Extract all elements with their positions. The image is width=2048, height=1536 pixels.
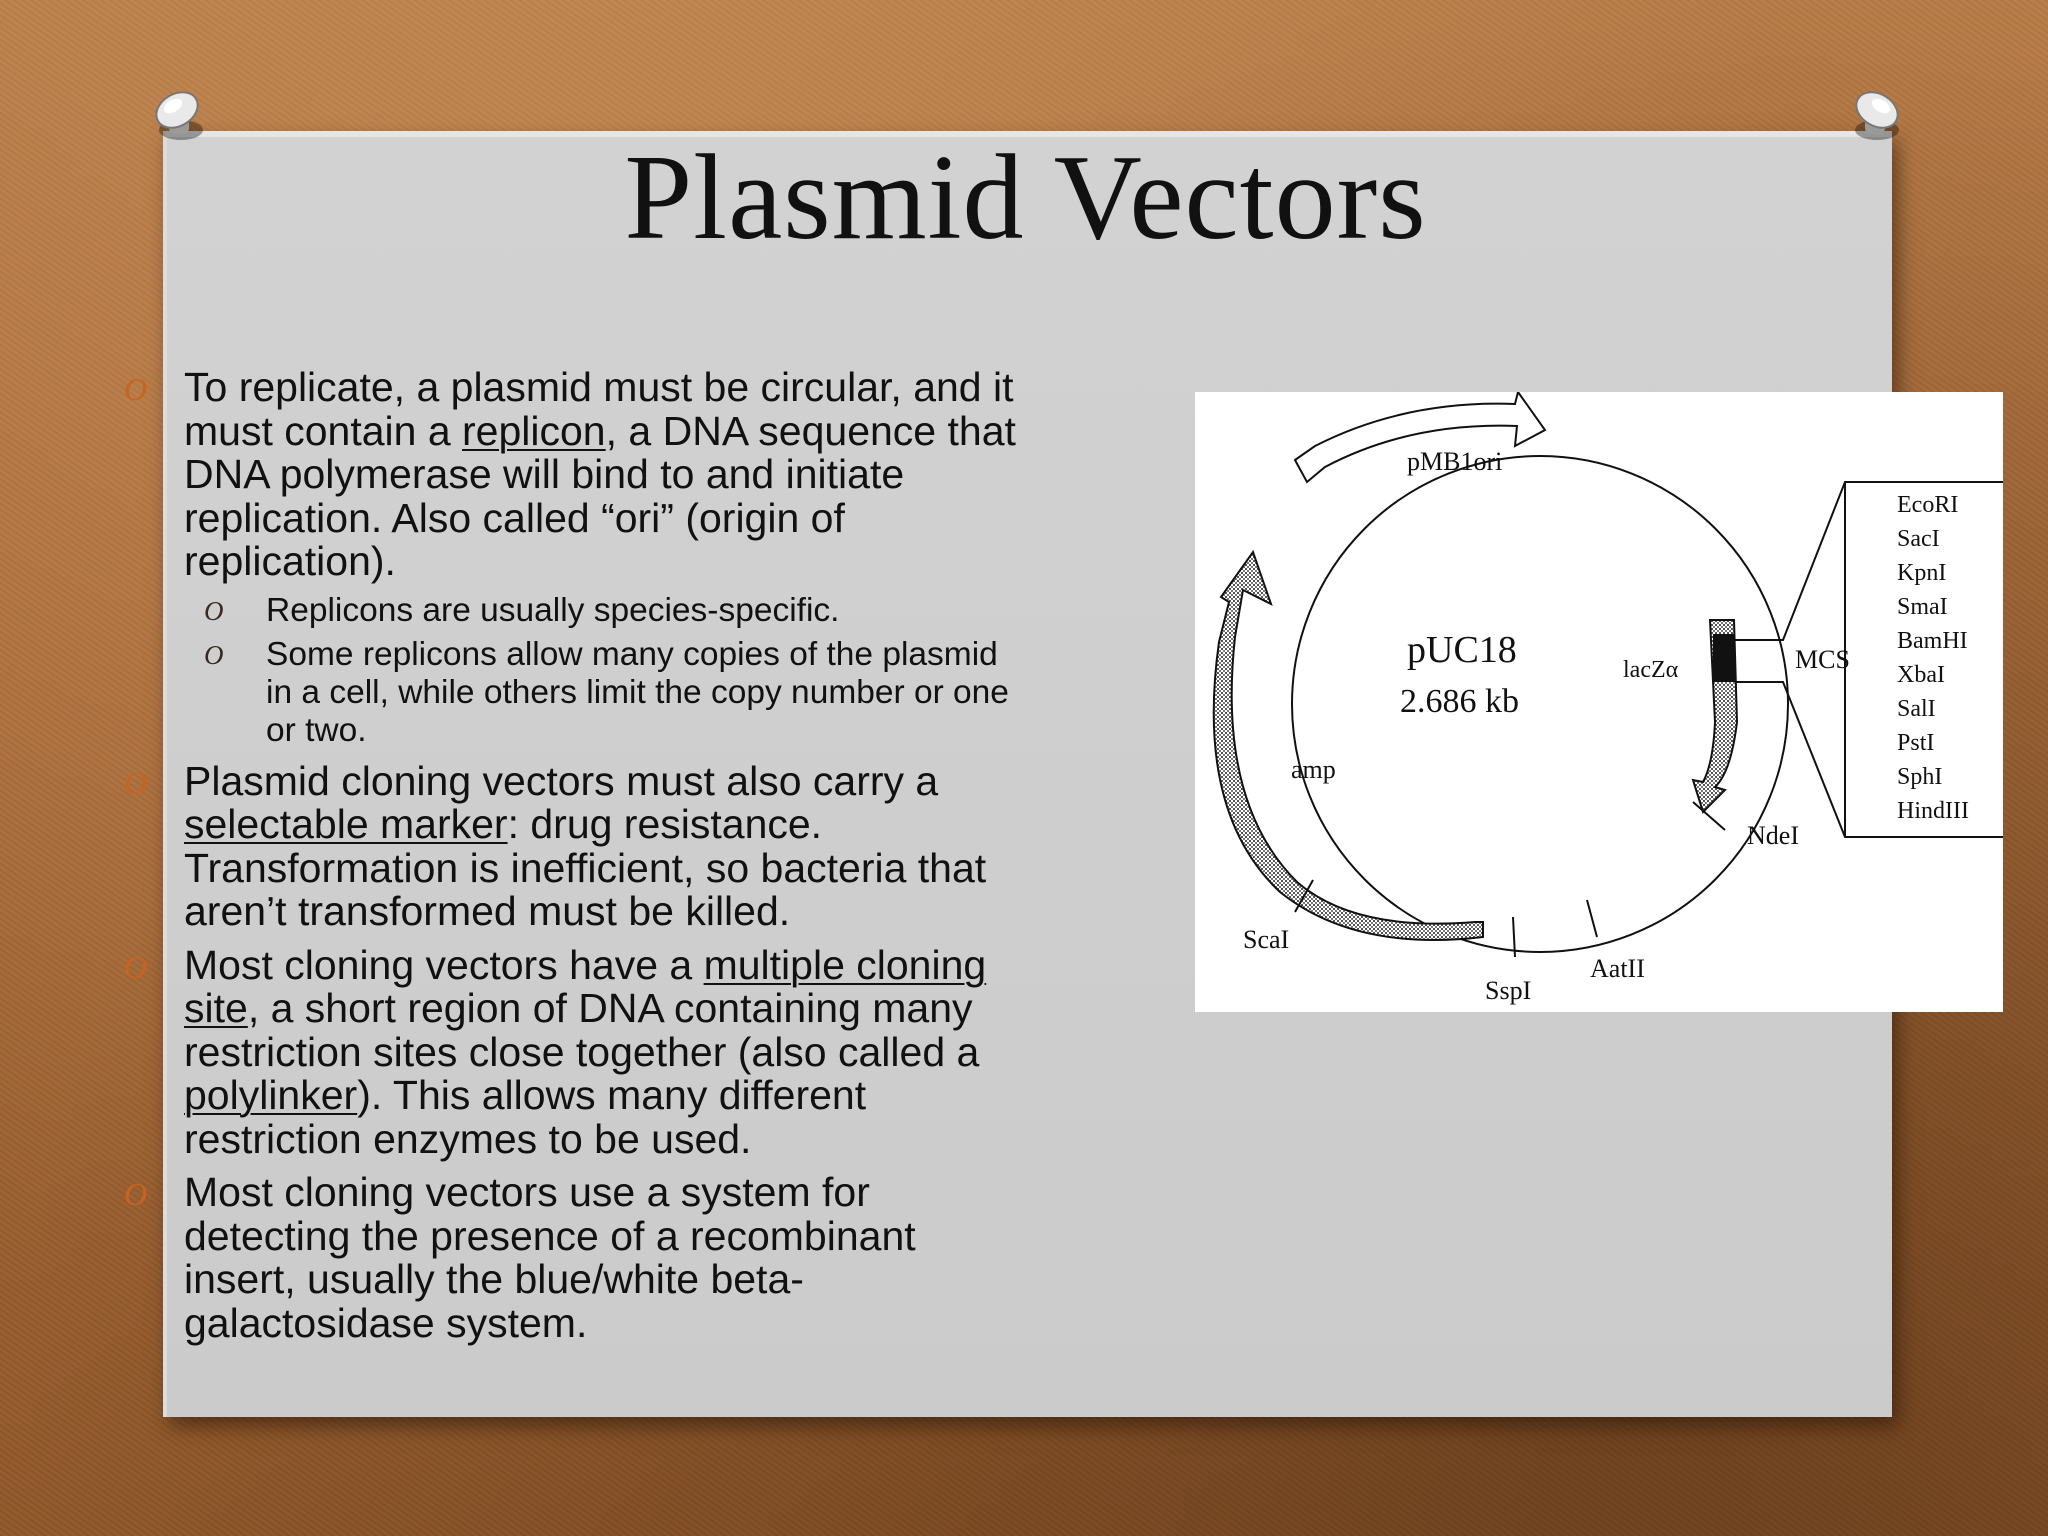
bullet-text: Plasmid cloning vectors must also carry a: [184, 757, 939, 804]
mcs-box: [1713, 634, 1735, 682]
amp-arrow: [1214, 552, 1483, 940]
bullet-mcs: [118, 941, 1018, 1162]
sub-bullet-icon: O: [204, 639, 224, 670]
term-selectable-marker: selectable marker: [184, 801, 508, 847]
bullet-icon: O: [124, 371, 148, 407]
plasmid-map: [1195, 392, 2003, 1012]
bullet-blue-white: [118, 1171, 1018, 1345]
ori-label: pMB1ori: [1407, 447, 1503, 476]
slide-title: Plasmid Vectors: [624, 130, 1427, 265]
mcs-enzyme: XbaI: [1897, 662, 1945, 688]
sub-bullet-text: Some replicons allow many copies of the plasmid in a cell, while others limit the copy number or one or two.: [266, 635, 1009, 749]
bullet-text: Most cloning vectors use a system for detecting the presence of a recombinant insert, usually the blue/white beta-galactosidase system.: [184, 1169, 916, 1346]
plasmid-map-figure: [1195, 392, 2003, 1012]
term-multiple-cloning-site: multiple cloning site: [184, 941, 987, 1031]
site-tick: [1587, 900, 1597, 937]
mcs-enzyme-list: [1897, 492, 1969, 824]
term-polylinker: polylinker: [184, 1072, 358, 1118]
bullet-text: ). This allows many different restriction enzymes to be used.: [184, 1072, 867, 1162]
mcs-enzyme: EcoRI: [1897, 492, 1959, 518]
plasmid-name: pUC18: [1407, 629, 1517, 671]
bullet-icon: O: [124, 948, 148, 985]
sub-bullet-text: Replicons are usually species-specific.: [266, 591, 840, 629]
mcs-enzyme: SmaI: [1897, 594, 1948, 620]
bullet-selectable-marker: [118, 757, 1018, 934]
bullet-text: , a short region of DNA containing many restriction sites close together (also called a: [184, 985, 980, 1075]
mcs-line: [1735, 482, 2003, 640]
mcs-enzyme: SphI: [1897, 764, 1943, 790]
lacz-label: lacZα: [1623, 657, 1679, 683]
site-ndei: NdeI: [1747, 821, 1799, 850]
bullet-text: : drug resistance. Transformation is inefficient, so bacteria that aren’t transformed must be killed.: [184, 801, 987, 934]
term-replicon: replicon: [462, 407, 606, 454]
amp-label: amp: [1291, 755, 1336, 784]
mcs-enzyme: SalI: [1897, 696, 1936, 722]
bullet-text: Most cloning vectors have a: [184, 941, 704, 988]
site-aatii: AatII: [1590, 954, 1645, 983]
sub-bullet-copies: [118, 636, 1018, 750]
mcs-label: MCS: [1795, 645, 1850, 674]
bullet-icon: O: [124, 764, 148, 801]
mcs-enzyme: PstI: [1897, 730, 1935, 756]
mcs-enzyme: BamHI: [1897, 628, 1968, 654]
plasmid-size: 2.686 kb: [1400, 683, 1519, 720]
bullet-text: To replicate, a plasmid must be circular, and it must contain a: [184, 364, 1014, 454]
mcs-enzyme: SacI: [1897, 526, 1940, 552]
site-sspi: SspI: [1485, 976, 1532, 1005]
site-scai: ScaI: [1243, 925, 1290, 954]
mcs-enzyme: KpnI: [1897, 560, 1947, 586]
bullet-list: [118, 366, 1018, 1355]
bullet-icon: O: [124, 1176, 148, 1212]
mcs-enzyme: HindIII: [1897, 798, 1969, 824]
bullet-replicon: [118, 366, 1018, 750]
sub-bullet-species: [118, 592, 1018, 630]
bullet-text: , a DNA sequence that DNA polymerase will bind to and initiate replication. Also called “ori” (origin of replication).: [184, 407, 1016, 584]
sub-bullet-icon: O: [204, 595, 224, 626]
